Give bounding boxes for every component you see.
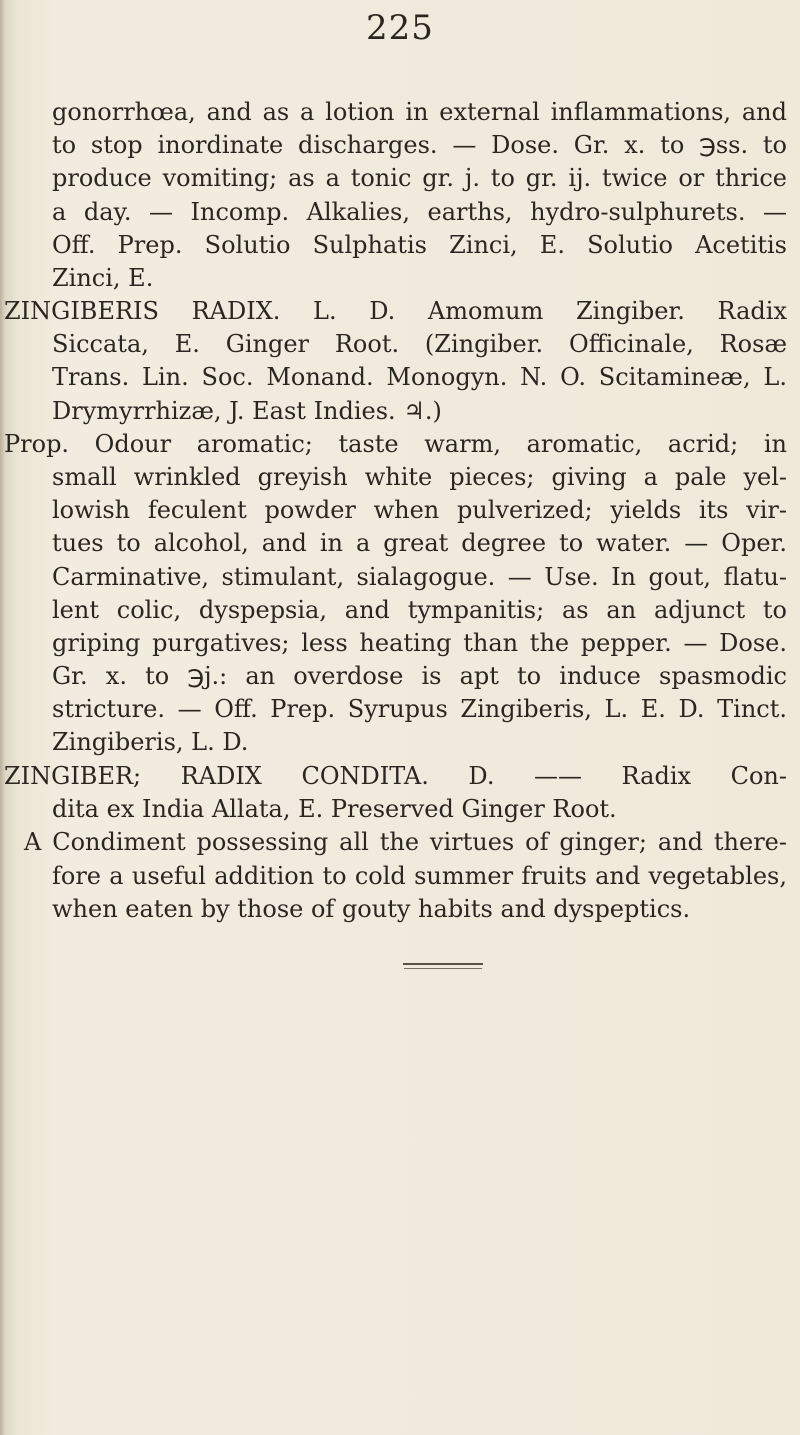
text-line: Zingiberis, L. D. [52, 728, 249, 757]
text-line: produce vomiting; as a tonic gr. j. to gr. ij. twice or thrice [52, 164, 787, 193]
section-end-rule-thin [404, 968, 482, 969]
text-line: Trans. Lin. Soc. Monand. Monogyn. N. O. Scitamineæ, L. [52, 363, 787, 392]
text-line: lowish feculent powder when pulverized; yields its vir- [52, 496, 787, 525]
text-line: Off. Prep. Solutio Sulphatis Zinci, E. Solutio Acetitis [52, 230, 787, 259]
text-line: tues to alcohol, and in a great degree to water. — Oper. [52, 529, 787, 558]
text-line: small wrinkled greyish white pieces; giving a pale yel- [52, 462, 787, 491]
entry-heading-line: ZINGIBER; RADIX CONDITA. D. —— Radix Con- [4, 762, 787, 790]
text-line: A Condiment possessing all the virtues of ginger; and there- [24, 828, 787, 857]
text-line: Drymyrrhizæ, J. East Indies. ♃.) [52, 396, 442, 425]
text-line: when eaten by those of gouty habits and dyspeptics. [52, 894, 691, 923]
text-line: fore a useful addition to cold summer fruits and vegetables, [52, 861, 787, 890]
text-line: a day. — Incomp. Alkalies, earths, hydro-sulphurets. — [52, 197, 787, 226]
entry-zinci-sulphas-continued [0, 96, 800, 295]
entry-heading-line: ZINGIBERIS RADIX. L. D. Amomum Zingiber. Radix [4, 297, 787, 325]
text-line: Gr. x. to ℈j.: an overdose is apt to induce spasmodic [52, 662, 787, 691]
text-line: gonorrhœa, and as a lotion in external inflammations, and [52, 98, 787, 126]
page-number: 225 [366, 8, 434, 48]
text-line: Siccata, E. Ginger Root. (Zingiber. Officinale, Rosæ [52, 330, 787, 359]
text-line: Carminative, stimulant, sialagogue. — Use. In gout, flatu- [52, 562, 787, 591]
text-line: lent colic, dyspepsia, and tympanitis; as an adjunct to [52, 595, 787, 624]
text-line: griping purgatives; less heating than the pepper. — Dose. [52, 628, 787, 657]
section-end-rule [403, 963, 483, 965]
text-line: dita ex India Allata, E. Preserved Ginger Root. [52, 795, 617, 824]
entry-zingiberis-radix [0, 295, 800, 760]
entry-zingiber-radix-condita [0, 760, 800, 926]
text-line: stricture. — Off. Prep. Syrupus Zingiberis, L. E. D. Tinct. [52, 695, 787, 724]
text-line: to stop inordinate discharges. — Dose. Gr. x. to ℈ss. to [52, 131, 787, 160]
text-line: Prop. Odour aromatic; taste warm, aromatic, acrid; in [4, 429, 787, 458]
text-line: Zinci, E. [52, 263, 154, 292]
